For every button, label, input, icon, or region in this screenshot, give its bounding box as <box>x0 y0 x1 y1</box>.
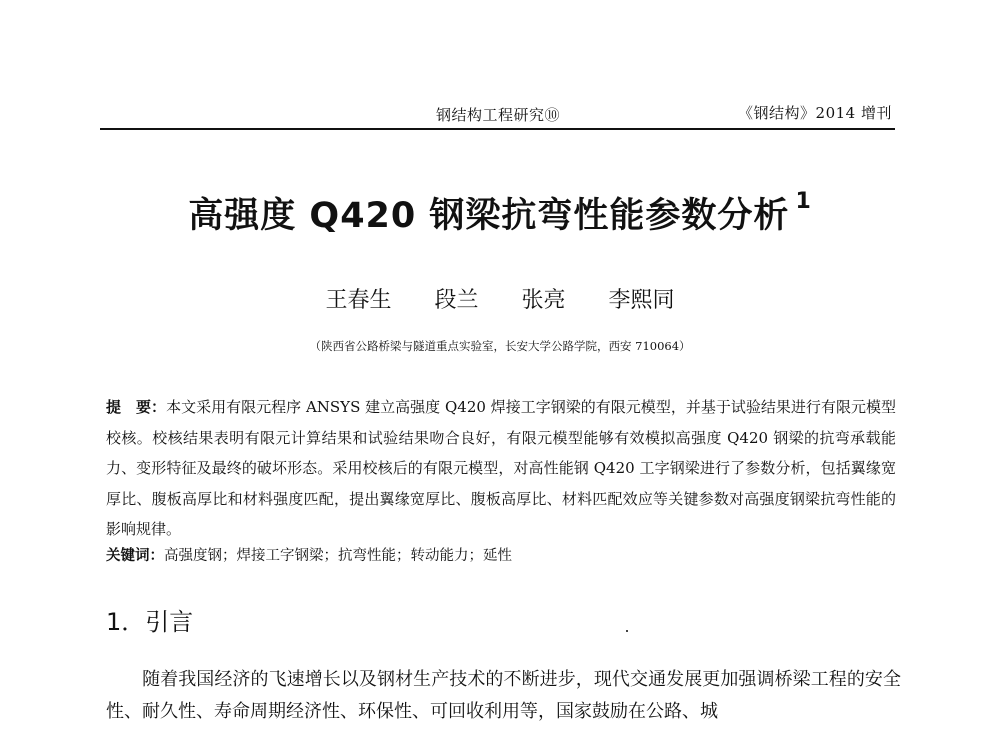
abstract <box>106 392 896 545</box>
running-header-journal-section: 钢结构工程研究⑩ <box>436 106 561 124</box>
title-footnote-marker: 1 <box>795 189 812 215</box>
author-affiliation: （陕西省公路桥梁与隧道重点实验室，长安大学公路学院，西安 710064） <box>309 339 691 353</box>
paper-title-text: 高强度 Q420 钢梁抗弯性能参数分析 <box>188 196 790 236</box>
keywords <box>106 544 896 565</box>
keywords-label: 关键词： <box>106 547 164 564</box>
running-header-journal-issue: 《钢结构》2014 增刊 <box>738 104 892 122</box>
author-name: 段兰 <box>434 288 479 313</box>
section-heading-introduction: 1．引言 <box>106 608 194 636</box>
keywords-text: 高强度钢；焊接工字钢梁；抗弯性能；转动能力；延性 <box>164 548 512 564</box>
author-name: 李熙同 <box>608 288 675 313</box>
scan-speck <box>626 630 628 632</box>
author-name: 张亮 <box>521 288 566 313</box>
author-list <box>0 283 1000 314</box>
author-name: 王春生 <box>325 288 392 313</box>
header-divider <box>100 128 895 130</box>
paper-title <box>0 188 1000 238</box>
body-paragraph <box>106 664 901 728</box>
abstract-label: 提 要： <box>106 398 167 416</box>
abstract-text: 本文采用有限元程序 ANSYS 建立高强度 Q420 焊接工字钢梁的有限元模型，并基于试验结果进行有限元模型校核。校核结果表明有限元计算结果和试验结果吻合良好，有限元模型能够有效模拟高强度 Q420 钢梁的抗弯承载能力、变形特征及最终的破坏形态。采用校核后的有限元模型，对高性能钢 Q420 工字钢梁进行了参数分析，包括翼缘宽厚比、腹板高厚比和材料强度匹配，提出翼缘宽厚比、腹板高厚比、材料匹配效应等关键参数对高强度钢梁抗弯性能的影响规律。 <box>106 398 896 538</box>
body-paragraph-text: 随着我国经济的飞速增长以及钢材生产技术的不断进步，现代交通发展更加强调桥梁工程的安全性、耐久性、寿命周期经济性、环保性、可回收利用等，国家鼓励在公路、城 <box>106 669 901 722</box>
